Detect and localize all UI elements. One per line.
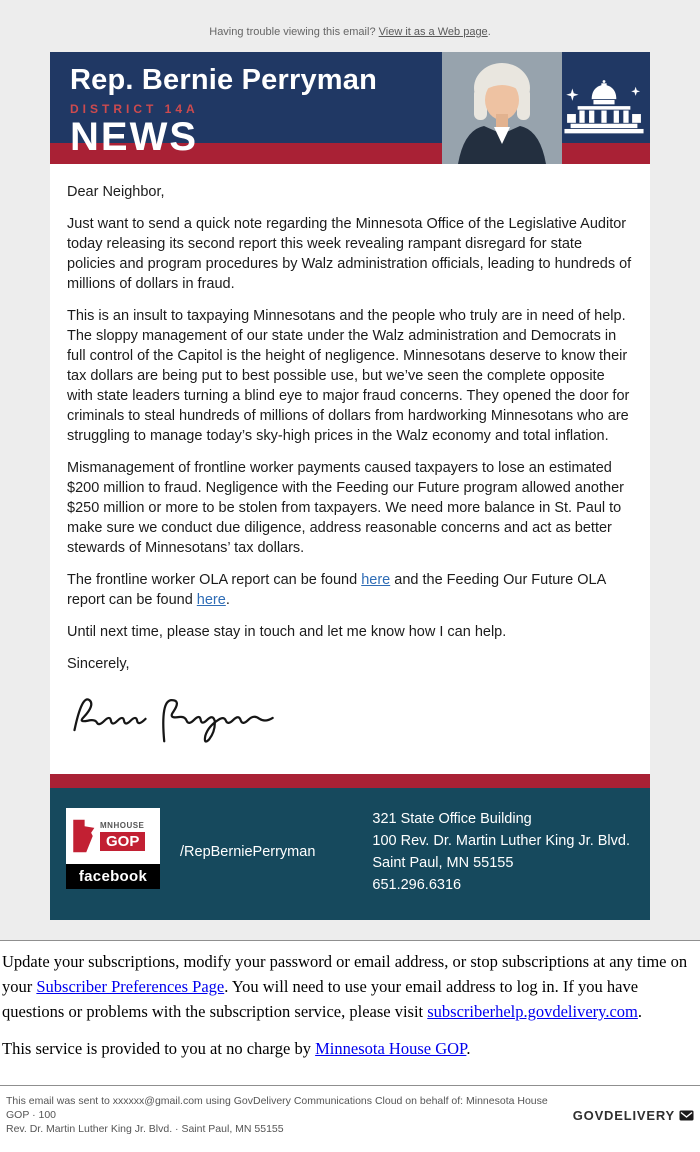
bottom-bar [0, 1086, 700, 1152]
address-line-2: 100 Rev. Dr. Martin Luther King Jr. Blvd. [372, 833, 630, 849]
rep-name: Rep. Bernie Perryman [70, 64, 378, 96]
footer-red-stripe [50, 774, 650, 788]
logo-gop-label: GOP [100, 832, 145, 851]
subscription-section [0, 941, 700, 1085]
subscriber-preferences-link[interactable]: Subscriber Preferences Page [36, 977, 225, 996]
logo-mnhouse-label: MNHOUSE [100, 820, 145, 830]
capitol-icon [560, 78, 648, 141]
mn-house-gop-facebook-logo [66, 808, 160, 889]
footer-main [50, 788, 650, 920]
office-address [372, 808, 630, 896]
handwritten-signature [67, 686, 282, 748]
mn-house-gop-logo [66, 808, 160, 864]
news-masthead: NEWS [70, 115, 198, 159]
signature-image [67, 686, 633, 754]
govdelivery-wordmark: GOVDELIVERY [572, 1107, 675, 1123]
header-text [70, 64, 377, 157]
paragraph-1: Just want to send a quick note regarding the Minnesota Office of the Legislative Auditor today releasing its second report this week revealing rampant disregard for state policies and program procedures by Walz administration officials, leading to hundreds of millions of dollars in fraud. [67, 216, 632, 292]
preheader [0, 26, 700, 38]
service-text-1: This service is provided to you at no charge by [2, 1039, 316, 1058]
closing: Sincerely, [67, 656, 130, 672]
subscription-text-2: . You will need to use your email address to log in. If you have questions or problems with the subscription service, please visit [2, 977, 639, 1021]
letter-body [50, 164, 650, 774]
salutation: Dear Neighbor, [67, 184, 165, 200]
address-line-3: Saint Paul, MN 55155 [372, 855, 514, 871]
paragraph-3: Mismanagement of frontline worker payments caused taxpayers to lose an estimated $200 million to fraud. Negligence with the Feeding our Future program allowed another $250 million or more to be stolen from taxpayers. We need more balance in St. Paul to make sure we conduct due diligence, address reasonable concerns and act as better stewards of Minnesotans’ tax dollars. [67, 460, 624, 556]
subscriber-help-link[interactable]: subscriberhelp.govdelivery.com [427, 1002, 638, 1021]
subscription-text-3: . [637, 1002, 643, 1021]
footer [50, 774, 650, 920]
preheader-suffix: . [487, 26, 491, 38]
logo-text [100, 822, 145, 851]
minnesota-house-gop-link[interactable]: Minnesota House GOP [315, 1039, 467, 1058]
headshot-illustration [442, 52, 562, 164]
subscription-paragraph [2, 949, 698, 1024]
phone-number: 651.296.6316 [372, 877, 462, 893]
capitol-building-icon [560, 78, 648, 136]
sent-info-line-1: This email was sent to xxxxxx@gmail.com using GovDelivery Communications Cloud on behalf of: Minnesota House GOP · 100 [6, 1095, 548, 1121]
p4-text-middle: and the Feeding Our Future OLA report can be found [67, 572, 606, 608]
headshot-photo [442, 52, 562, 164]
service-provided-paragraph [2, 1036, 698, 1061]
address-line-1: 321 State Office Building [372, 811, 532, 827]
sent-info-line-2: Rev. Dr. Martin Luther King Jr. Blvd. · Saint Paul, MN 55155 [6, 1123, 284, 1135]
paragraph-4 [67, 570, 633, 610]
sent-info [6, 1094, 573, 1136]
paragraph-2: This is an insult to taxpaying Minnesotans and the people who truly are in need of help. The sloppy management of our state under the Walz administration and Democrats in full control of the Capitol is the height of negligence. Minnesotans deserve to know their tax dollars are being put to best possible use, but we’ve seen the complete opposite with state leaders turning a blind eye to major fraud concerns. They opened the door for criminals to steal hundreds of millions of dollars from hardworking Minnesotans who are struggling to manage today’s sky-high prices in the Walz economy and total inflation. [67, 308, 630, 444]
facebook-wordmark: facebook [66, 864, 160, 889]
preheader-text: Having trouble viewing this email? [209, 26, 379, 38]
minnesota-state-icon [70, 815, 96, 857]
subscription-text-1: Update your subscriptions, modify your password or email address, or stop subscriptions at any time on your [2, 952, 688, 996]
view-as-web-page-link[interactable]: View it as a Web page [378, 26, 488, 38]
facebook-page-link[interactable] [66, 808, 160, 889]
p4-text-after: . [225, 592, 230, 608]
email-container [50, 52, 650, 920]
govdelivery-envelope-icon [679, 1108, 694, 1123]
newsletter-header [50, 52, 650, 164]
frontline-ola-report-link[interactable]: here [361, 572, 391, 588]
facebook-handle-link[interactable]: /RepBerniePerryman [180, 844, 316, 860]
service-text-2: . [466, 1039, 471, 1058]
district-label: DISTRICT 14A [70, 102, 199, 116]
feeding-our-future-ola-report-link[interactable]: here [196, 592, 226, 608]
paragraph-5: Until next time, please stay in touch and let me know how I can help. [67, 624, 507, 640]
p4-text-before: The frontline worker OLA report can be found [67, 572, 362, 588]
govdelivery-logo [573, 1108, 694, 1123]
